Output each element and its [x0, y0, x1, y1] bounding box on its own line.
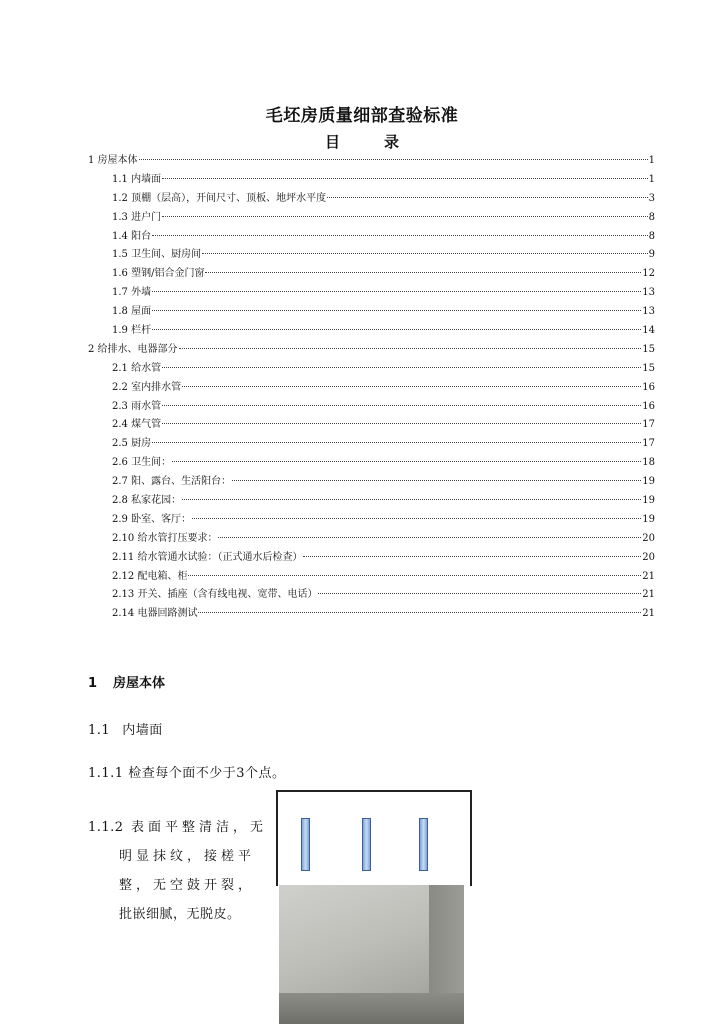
- toc-entry[interactable]: [88, 398, 655, 417]
- toc-entry-label: 2.1 给水管: [112, 362, 162, 374]
- toc-entry-page: 19: [642, 476, 655, 488]
- toc-entry-page: 17: [642, 438, 655, 450]
- toc-entry-page: 15: [642, 362, 655, 374]
- toc-entry[interactable]: [88, 228, 655, 247]
- item-1-1-2-number: 1.1.2: [88, 820, 124, 835]
- toc-leader-dots: [162, 177, 648, 179]
- item-1-1-2-line-4: 批嵌细腻，无脱皮。: [119, 907, 241, 922]
- section-1-heading: [88, 672, 165, 691]
- toc-entry-page: 16: [642, 381, 655, 393]
- level-tube-icon: [362, 818, 371, 871]
- toc-leader-dots: [162, 366, 641, 368]
- item-1-1-1: 1.1.1 检查每个面不少于3个点。: [88, 766, 286, 781]
- toc-entry[interactable]: [88, 511, 655, 530]
- toc-entry-page: 1: [648, 155, 655, 166]
- toc-leader-dots: [152, 309, 641, 311]
- toc-entry-label: 1.4 阳台: [112, 230, 152, 242]
- toc-entry[interactable]: [88, 246, 655, 265]
- toc-entry-label: 1.5 卫生间、厨房间: [112, 249, 202, 261]
- item-1-1-2-line-2: 明显抹纹，接槎平: [119, 849, 256, 864]
- toc-leader-dots: [205, 271, 641, 273]
- toc-leader-dots: [182, 385, 641, 387]
- section-1-1-number: 1.1: [88, 723, 111, 738]
- item-1-1-2-line-1: 表面平整清洁，无: [131, 820, 268, 835]
- toc-entry[interactable]: [88, 530, 655, 549]
- toc-entry-label: 2.13 开关、插座（含有线电视、宽带、电话）: [112, 589, 318, 601]
- toc-entry-label: 1.8 屋面: [112, 306, 152, 318]
- toc-entry[interactable]: [88, 416, 655, 435]
- interior-wall-photo: [279, 885, 464, 1024]
- toc-entry-label: 2.6 卫生间：: [112, 457, 172, 469]
- item-1-1-2: [88, 813, 273, 929]
- toc-leader-dots: [139, 158, 648, 160]
- toc-entry-page: 19: [642, 513, 655, 525]
- toc-entry[interactable]: [88, 549, 655, 568]
- toc-entry-label: 1.9 栏杆: [112, 325, 152, 337]
- toc-entry[interactable]: [88, 454, 655, 473]
- toc-entry-page: 21: [642, 589, 655, 601]
- toc-entry[interactable]: [88, 341, 655, 360]
- toc-entry-label: 2.11 给水管通水试验：（正式通水后检查）: [112, 551, 303, 563]
- toc-entry-label: 2 给排水、电器部分: [88, 343, 178, 355]
- toc-entry-label: 2.10 给水管打压要求：: [112, 532, 218, 544]
- toc-entry[interactable]: [88, 303, 655, 322]
- toc-entry[interactable]: [88, 265, 655, 284]
- toc-leader-dots: [162, 215, 648, 217]
- toc-leader-dots: [152, 234, 648, 236]
- toc-entry-label: 2.14 电器回路测试: [112, 608, 198, 620]
- toc-entry-page: 21: [642, 608, 655, 620]
- toc-entry-page: 1: [648, 173, 655, 185]
- level-tube-icon: [301, 818, 310, 871]
- document-title: 毛坯房质量细部查验标准: [265, 106, 459, 126]
- section-1-number: 1: [88, 676, 98, 691]
- toc-entry-label: 2.9 卧室、客厅：: [112, 513, 192, 525]
- section-1-1-heading: [88, 719, 163, 738]
- toc-entry-page: 16: [642, 400, 655, 412]
- toc-entry[interactable]: [88, 492, 655, 511]
- toc-heading: [0, 131, 724, 152]
- toc-entry-page: 12: [642, 268, 655, 280]
- toc-leader-dots: [327, 196, 648, 198]
- table-of-contents: [88, 152, 655, 624]
- toc-entry-label: 1.6 塑钢/铝合金门窗: [112, 268, 205, 280]
- toc-entry[interactable]: [88, 473, 655, 492]
- toc-entry[interactable]: [88, 190, 655, 209]
- toc-leader-dots: [218, 536, 641, 538]
- section-1-1-title: 内墙面: [122, 723, 163, 738]
- level-tube-icon: [419, 818, 428, 871]
- toc-entry-label: 2.8 私家花园：: [112, 495, 182, 507]
- toc-heading-char-1: 目: [324, 133, 340, 151]
- toc-entry-page: 8: [648, 230, 655, 242]
- item-1-1-2-line-3: 整，无空鼓开裂，: [119, 878, 256, 893]
- toc-entry[interactable]: [88, 605, 655, 624]
- toc-entry-label: 1.3 进户门: [112, 211, 162, 223]
- toc-entry-label: 1.2 顶棚（层高），开间尺寸、顶板、地坪水平度: [112, 192, 327, 204]
- toc-entry-label: 2.7 阳、露台、生活阳台：: [112, 476, 232, 488]
- toc-entry[interactable]: [88, 360, 655, 379]
- toc-leader-dots: [162, 422, 641, 424]
- toc-entry[interactable]: [88, 568, 655, 587]
- floor: [279, 993, 464, 1024]
- toc-leader-dots: [198, 611, 641, 613]
- toc-entry[interactable]: [88, 322, 655, 341]
- toc-entry-page: 15: [642, 343, 655, 355]
- toc-leader-dots: [152, 441, 641, 443]
- toc-entry[interactable]: [88, 284, 655, 303]
- toc-leader-dots: [152, 328, 641, 330]
- toc-entry[interactable]: [88, 435, 655, 454]
- toc-entry-label: 1.7 外墙: [112, 287, 152, 299]
- toc-leader-dots: [152, 290, 641, 292]
- toc-entry-page: 3: [648, 192, 655, 204]
- toc-leader-dots: [162, 404, 641, 406]
- toc-entry[interactable]: [88, 152, 655, 171]
- toc-entry-page: 8: [648, 211, 655, 223]
- toc-leader-dots: [188, 574, 641, 576]
- toc-entry-page: 9: [648, 249, 655, 261]
- toc-entry-label: 2.3 雨水管: [112, 400, 162, 412]
- section-1-title: 房屋本体: [113, 676, 166, 691]
- toc-entry[interactable]: [88, 379, 655, 398]
- toc-entry-label: 2.4 煤气管: [112, 419, 162, 431]
- toc-entry-page: 20: [642, 551, 655, 563]
- wall-check-diagram: [276, 790, 472, 886]
- toc-entry-label: 2.12 配电箱、柜: [112, 570, 188, 582]
- toc-entry-page: 18: [642, 457, 655, 469]
- toc-entry-page: 14: [642, 325, 655, 337]
- toc-entry-page: 19: [642, 495, 655, 507]
- toc-leader-dots: [232, 479, 641, 481]
- toc-entry-page: 17: [642, 419, 655, 431]
- toc-entry-page: 13: [642, 287, 655, 299]
- toc-leader-dots: [192, 517, 641, 519]
- toc-entry-label: 2.2 室内排水管: [112, 381, 182, 393]
- toc-entry-page: 13: [642, 306, 655, 318]
- toc-leader-dots: [303, 555, 641, 557]
- toc-leader-dots: [182, 498, 641, 500]
- toc-leader-dots: [179, 347, 642, 349]
- toc-heading-char-2: 录: [384, 133, 400, 151]
- toc-leader-dots: [318, 592, 641, 594]
- toc-leader-dots: [172, 460, 641, 462]
- toc-entry[interactable]: [88, 209, 655, 228]
- toc-entry-label: 2.5 厨房: [112, 438, 152, 450]
- toc-entry-label: 1.1 内墙面: [112, 173, 162, 185]
- toc-entry-page: 20: [642, 532, 655, 544]
- toc-leader-dots: [202, 252, 648, 254]
- toc-entry-page: 21: [642, 570, 655, 582]
- toc-entry-label: 1 房屋本体: [88, 155, 138, 166]
- toc-entry[interactable]: [88, 586, 655, 605]
- toc-entry[interactable]: [88, 171, 655, 190]
